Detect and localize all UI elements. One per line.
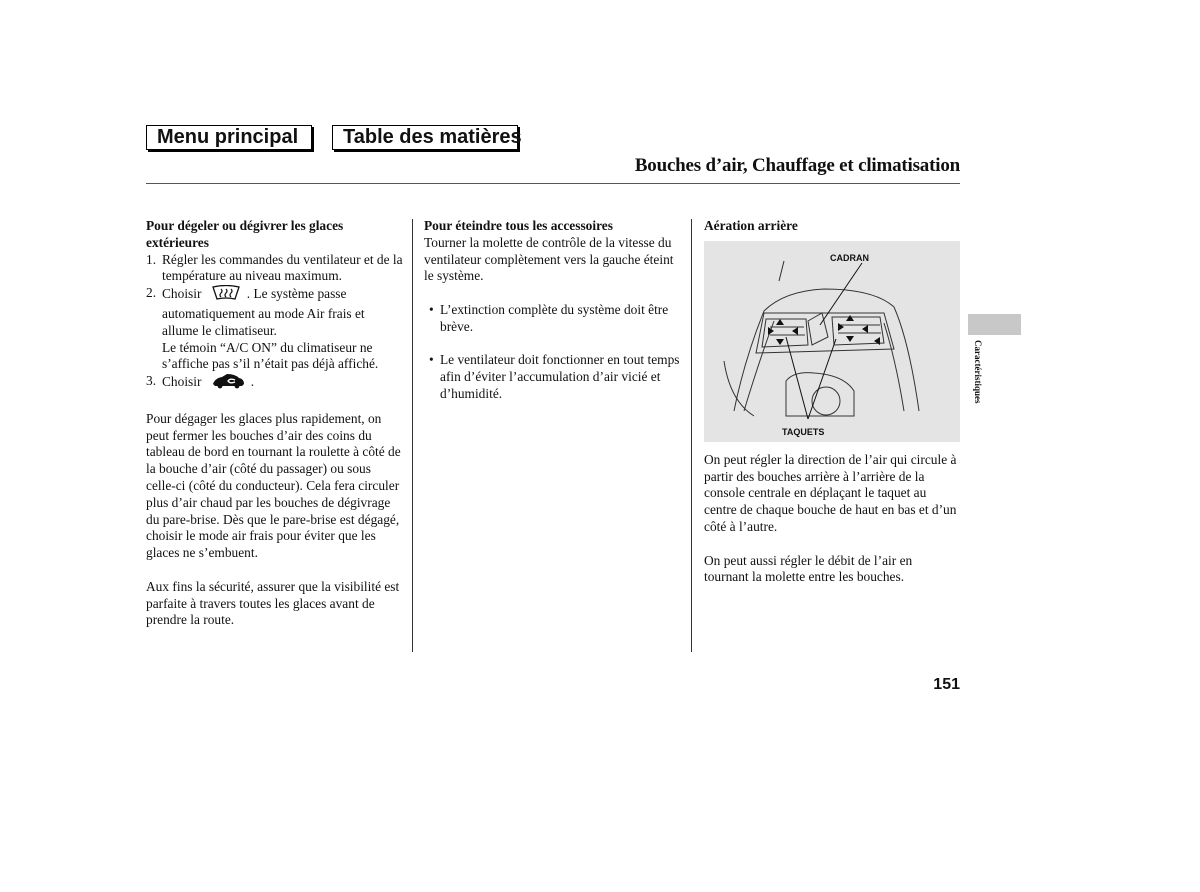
bullet-item — [424, 302, 682, 336]
bullet-dot-icon: • — [429, 352, 434, 368]
step-note: Le témoin “A/C ON” du climatiseur ne s’affiche pas s’il n’était pas déjà affiché. — [162, 339, 379, 372]
rear-vents-paragraph-2: On peut aussi régler le débit de l’air en tournant la molette entre les bouches. — [704, 552, 913, 585]
rear-vents-heading: Aération arrière — [704, 218, 798, 233]
column-rear-vents — [704, 218, 960, 586]
safety-paragraph: Aux fins la sécurité, assurer que la visibilité est parfaite à travers toutes les glaces avant de prendre la route. — [146, 578, 400, 628]
main-menu-button[interactable]: Menu principal — [146, 125, 312, 150]
column-divider-2 — [691, 219, 692, 652]
defrost-step-1 — [146, 252, 404, 286]
accessories-intro: Tourner la molette de contrôle de la vitesse du ventilateur complètement vers la gauche éteint le système. — [424, 234, 674, 284]
step-text-after: . Le système passe automatiquement au mode Air frais et allume le climatiseur. — [162, 286, 365, 338]
bullet-text: Le ventilateur doit fonctionner en tout temps afin d’éviter l’accumulation d’air vicié et d’humidité. — [440, 352, 680, 401]
step-text-after: . — [250, 374, 255, 390]
rear-vents-figure — [704, 241, 960, 442]
rear-vents-paragraph-1: On peut régler la direction de l’air qui circule à partir des bouches arrière à l’arrière de la console centrale en déplaçant le taquet au centre de chaque bouche de haut en bas et d’un côté à l’autre. — [704, 451, 957, 534]
section-side-label: Caractéristiques — [973, 340, 983, 404]
step-text: Régler les commandes du ventilateur et de la température au niveau maximum. — [162, 251, 403, 284]
defrost-step-3 — [146, 373, 404, 394]
step-number: 2. — [146, 285, 157, 301]
step-number: 1. — [146, 251, 157, 267]
table-of-contents-button[interactable]: Table des matières — [332, 125, 518, 150]
fresh-air-mode-icon — [211, 373, 245, 394]
page-number: 151 — [933, 676, 960, 693]
section-tab-marker — [968, 314, 1021, 335]
step-text-before: Choisir — [162, 374, 202, 390]
windshield-defrost-icon — [211, 285, 241, 306]
section-title: Bouches d’air, Chauffage et climatisation — [634, 155, 960, 176]
column-divider-1 — [412, 219, 413, 652]
bullet-item — [424, 352, 682, 402]
bullet-text: L’extinction complète du système doit être brève. — [440, 301, 669, 334]
defrost-paragraph: Pour dégager les glaces plus rapidement, on peut fermer les bouches d’air des coins du tableau de bord en tournant la roulette à côté de la bouche d’air (côté du passager) ou sous celle-ci (côté du conducteur). Cela fera circuler plus d’air chaud par les bouches de dégivrage du pare-brise. Dès que le pare-brise est dégagé, choisir le mode air frais pour éviter que les glaces ne s’embuent. — [146, 410, 401, 561]
header-rule — [146, 183, 960, 184]
column-accessories-off — [424, 218, 682, 403]
defrost-step-2 — [146, 285, 404, 373]
defrost-heading: Pour dégeler ou dégivrer les glaces extérieures — [146, 218, 344, 250]
accessories-heading: Pour éteindre tous les accessoires — [424, 218, 613, 233]
step-number: 3. — [146, 373, 157, 389]
dial-label: CADRAN — [830, 252, 869, 263]
step-text-before: Choisir — [162, 286, 202, 302]
tabs-label: TAQUETS — [782, 426, 825, 437]
bullet-dot-icon: • — [429, 301, 434, 317]
column-defrost — [146, 218, 404, 629]
